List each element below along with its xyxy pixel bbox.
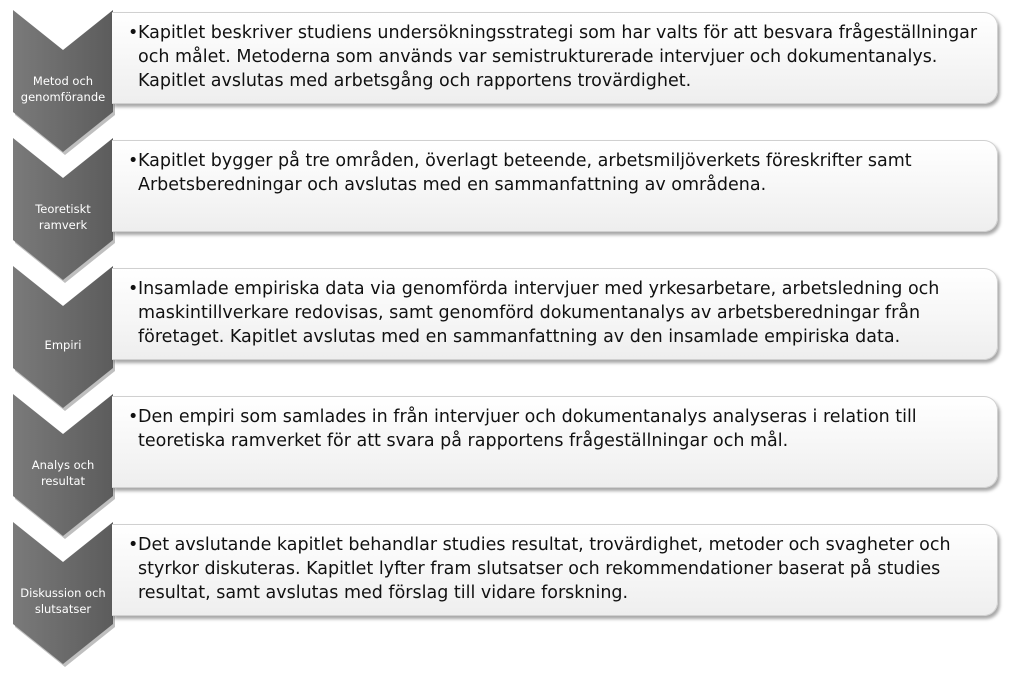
- step-label: [13, 201, 113, 233]
- step-label: [13, 337, 113, 353]
- step-description: Det avslutande kapitlet behandlar studies resultat, trovärdighet, metoder och svagheter och styrkor diskuteras. Kapitlet lyfter fram slutsatser och rekommendationer baserat på studies resultat, samt avslutas med förslag till vidare forskning.: [138, 535, 951, 603]
- bullet-marker: •: [128, 23, 139, 43]
- step-label-line: Metod och: [32, 74, 94, 88]
- step-description: Kapitlet beskriver studiens undersökningsstrategi som har valts för att besvara frågeställningar och målet. Metoderna som används var semistrukturerade intervjuer och dokumentanalys. Kapitlet avslutas med arbetsgång och rapportens trovärdighet.: [138, 23, 978, 91]
- step-label: [13, 457, 113, 489]
- step-chevron: [13, 10, 113, 150]
- step-label-line: ramverk: [38, 218, 88, 232]
- step-chevron: [13, 394, 113, 534]
- step-label-line: Diskussion och: [20, 586, 106, 600]
- step-description: Den empiri som samlades in från intervjuer och dokumentanalys analyseras i relation till teoretiska ramverket för att svara på rapportens frågeställningar och mål.: [138, 407, 917, 451]
- step-description: Insamlade empiriska data via genomförda intervjuer med yrkesarbetare, arbetsledning och maskintillverkare redovisas, samt genomförd dokumentanalys av arbetsberedningar från företaget. Kapitlet avslutas med en sammanfattning av den insamlade empiriska data.: [138, 279, 940, 347]
- step-description-card: [112, 396, 998, 488]
- bullet-marker: •: [128, 535, 139, 555]
- step-description-card: [112, 12, 998, 104]
- step-label-line: resultat: [40, 474, 86, 488]
- step-chevron: [13, 138, 113, 278]
- bullet-marker: •: [128, 151, 139, 171]
- bullet-marker: •: [128, 279, 139, 299]
- bullet-marker: •: [128, 407, 139, 427]
- step-label: [13, 585, 113, 617]
- step-label-line: Analys och: [31, 458, 95, 472]
- step-label-line: Empiri: [44, 338, 82, 352]
- step-chevron: [13, 522, 113, 662]
- step-description-card: [112, 268, 998, 360]
- step-label-line: slutsatser: [34, 602, 92, 616]
- step-description: Kapitlet bygger på tre områden, överlagt beteende, arbetsmiljöverkets föreskrifter samt Arbetsberedningar och avslutas med en sammanfattning av områdena.: [138, 151, 912, 195]
- step-description-card: [112, 140, 998, 232]
- step-chevron: [13, 266, 113, 406]
- step-label-line: Teoretiskt: [35, 202, 91, 216]
- step-description-card: [112, 524, 998, 616]
- step-label-line: genomförande: [20, 90, 106, 104]
- step-label: [13, 73, 113, 105]
